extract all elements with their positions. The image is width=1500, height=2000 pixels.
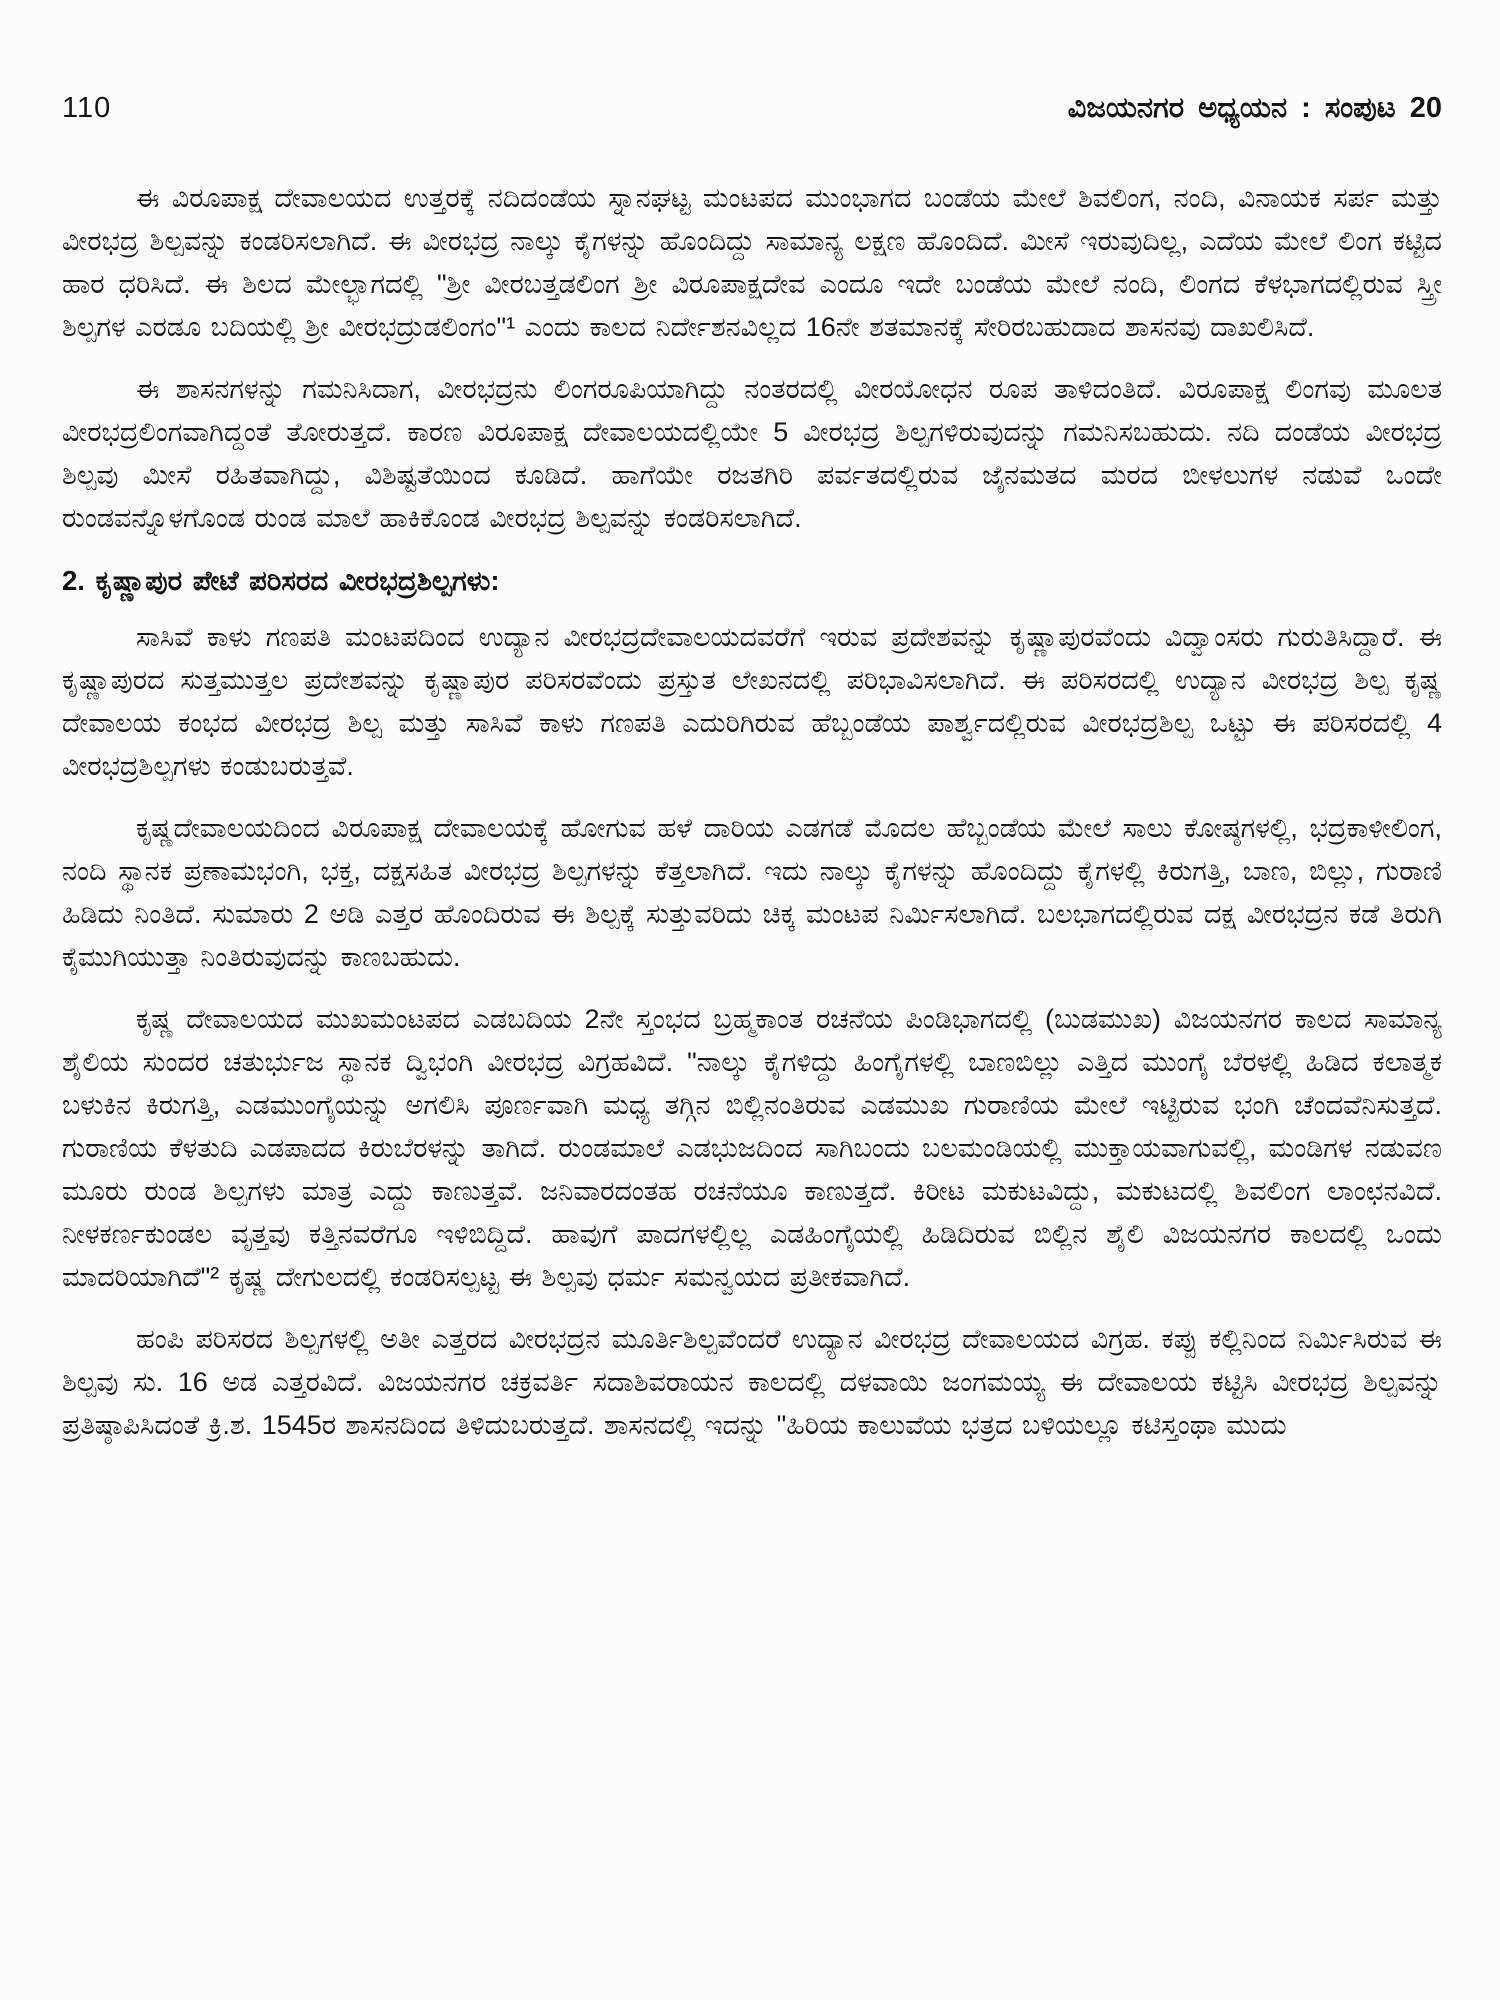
paragraph-6: ಹಂಪಿ ಪರಿಸರದ ಶಿಲ್ಪಗಳಲ್ಲಿ ಅತೀ ಎತ್ತರದ ವೀರಭದ್ರನ ಮೂರ್ತಿಶಿಲ್ಪವೆಂದರೆ ಉದ್ಯಾನ ವೀರಭದ್ರ ದೇವಾಲಯದ ವಿಗ್ರಹ. ಕಪ್ಪು ಕಲ್ಲಿನಿಂದ ನಿರ್ಮಿಸಿರುವ ಈ ಶಿಲ್ಪವು ಸು. 16 ಅಡ ಎತ್ತರವಿದೆ. ವಿಜಯನಗರ ಚಕ್ರವರ್ತಿ ಸದಾಶಿವರಾಯನ ಕಾಲದಲ್ಲಿ ದಳವಾಯಿ ಜಂಗಮಯ್ಯ ಈ ದೇವಾಲಯ ಕಟ್ಟಿಸಿ ವೀರಭದ್ರ ಶಿಲ್ಪವನ್ನು ಪ್ರತಿಷ್ಠಾಪಿಸಿದಂತೆ ಕ್ರಿ.ಶ. 1545ರ ಶಾಸನದಿಂದ ತಿಳಿದುಬರುತ್ತದೆ. ಶಾಸನದಲ್ಲಿ ಇದನ್ನು "ಹಿರಿಯ ಕಾಲುವೆಯ ಭತ್ರದ ಬಳಿಯಲ್ಲೂ ಕಟಿಸ್ತಂಥಾ ಮುದು (62, 1324, 1442, 1440)
section-heading: 2. ಕೃಷ್ಣಾಪುರ ಪೇಟೆ ಪರಿಸರದ ವೀರಭದ್ರಶಿಲ್ಪಗಳು: (62, 565, 500, 596)
paragraph-5: ಕೃಷ್ಣ ದೇವಾಲಯದ ಮುಖಮಂಟಪದ ಎಡಬದಿಯ 2ನೇ ಸ್ತಂಭದ ಬ್ರಹ್ಮಕಾಂತ ರಚನೆಯ ಪಿಂಡಿಭಾಗದಲ್ಲಿ (ಬುಡಮುಖ) ವಿಜಯನಗರ ಕಾಲದ ಸಾಮಾನ್ಯ ಶೈಲಿಯ ಸುಂದರ ಚತುರ್ಭುಜ ಸ್ಥಾನಕ ದ್ವಿಭಂಗಿ ವೀರಭದ್ರ ವಿಗ್ರಹವಿದೆ. "ನಾಲ್ಕು ಕೈಗಳಿದ್ದು ಹಿಂಗೈಗಳಲ್ಲಿ ಬಾಣಬಿಲ್ಲು ಎತ್ತಿದ ಮುಂಗೈ ಬೆರಳಲ್ಲಿ ಹಿಡಿದ ಕಲಾತ್ಮಕ ಬಳುಕಿನ ಕಿರುಗತ್ತಿ, ಎಡಮುಂಗೈಯನ್ನು ಅಗಲಿಸಿ ಪೂರ್ಣವಾಗಿ ಮಧ್ಯ ತಗ್ಗಿನ ಬಿಲ್ಲಿನಂತಿರುವ ಎಡಮುಖ ಗುರಾಣಿಯ ಮೇಲೆ ಇಟ್ಟಿರುವ ಭಂಗಿ ಚೆಂದವೆನಿಸುತ್ತದೆ. ಗುರಾಣಿಯ ಕೆಳತುದಿ ಎಡಪಾದದ ಕಿರುಬೆರಳನ್ನು ತಾಗಿದೆ. ರುಂಡಮಾಲೆ ಎಡಭುಜದಿಂದ ಸಾಗಿಬಂದು ಬಲಮಂಡಿಯಲ್ಲಿ ಮುಕ್ತಾಯವಾಗುವಲ್ಲಿ, ಮಂಡಿಗಳ ನಡುವಣ ಮೂರು ರುಂಡ ಶಿಲ್ಪಗಳು ಮಾತ್ರ ಎದ್ದು ಕಾಣುತ್ತವೆ. ಜನಿವಾರದಂತಹ ರಚನೆಯೂ ಕಾಣುತ್ತದೆ. ಕಿರೀಟ ಮಕುಟವಿದ್ದು, ಮಕುಟದಲ್ಲಿ ಶಿವಲಿಂಗ ಲಾಂಛನವಿದೆ. ನೀಳಕರ್ಣಕುಂಡಲ ವೃತ್ತವು ಕತ್ತಿನವರೆಗೂ ಇಳಿಬಿದ್ದಿದೆ. ಹಾವುಗೆ ಪಾದಗಳಲ್ಲಿಲ್ಲ ಎಡಹಿಂಗೈಯಲ್ಲಿ ಹಿಡಿದಿರುವ ಬಿಲ್ಲಿನ ಶೈಲಿ ವಿಜಯನಗರ ಕಾಲದಲ್ಲಿ ಒಂದು ಮಾದರಿಯಾಗಿದೆ"² ಕೃಷ್ಣ ದೇಗುಲದಲ್ಲಿ ಕಂಡರಿಸಲ್ಪಟ್ಟ ಈ ಶಿಲ್ಪವು ಧರ್ಮ ಸಮನ್ವಯದ ಪ್ರತೀಕವಾಗಿದೆ. (62, 1004, 1442, 1292)
paragraph-3: ಸಾಸಿವೆ ಕಾಳು ಗಣಪತಿ ಮಂಟಪದಿಂದ ಉದ್ಯಾನ ವೀರಭದ್ರದೇವಾಲಯದವರೆಗೆ ಇರುವ ಪ್ರದೇಶವನ್ನು ಕೃಷ್ಣಾಪುರವೆಂದು ವಿದ್ವಾಂಸರು ಗುರುತಿಸಿದ್ದಾರೆ. ಈ ಕೃಷ್ಣಾಪುರದ ಸುತ್ತಮುತ್ತಲ ಪ್ರದೇಶವನ್ನು ಕೃಷ್ಣಾಪುರ ಪರಿಸರವೆಂದು ಪ್ರಸ್ತುತ ಲೇಖನದಲ್ಲಿ ಪರಿಭಾವಿಸಲಾಗಿದೆ. ಈ ಪರಿಸರದಲ್ಲಿ ಉದ್ಯಾನ ವೀರಭದ್ರ ಶಿಲ್ಪ ಕೃಷ್ಣ ದೇವಾಲಯ ಕಂಭದ ವೀರಭದ್ರ ಶಿಲ್ಪ ಮತ್ತು ಸಾಸಿವೆ ಕಾಳು ಗಣಪತಿ ಎದುರಿಗಿರುವ ಹೆಬ್ಬಂಡೆಯ ಪಾರ್ಶ್ವದಲ್ಲಿರುವ ವೀರಭದ್ರಶಿಲ್ಪ ಒಟ್ಟು ಈ ಪರಿಸರದಲ್ಲಿ 4 ವೀರಭದ್ರಶಿಲ್ಪಗಳು ಕಂಡುಬರುತ್ತವೆ. (62, 622, 1442, 781)
paragraph-1: ಈ ವಿರೂಪಾಕ್ಷ ದೇವಾಲಯದ ಉತ್ತರಕ್ಕೆ ನದಿದಂಡೆಯ ಸ್ನಾನಘಟ್ಟ ಮಂಟಪದ ಮುಂಭಾಗದ ಬಂಡೆಯ ಮೇಲೆ ಶಿವಲಿಂಗ, ನಂದಿ, ವಿನಾಯಕ ಸರ್ಪ ಮತ್ತು ವೀರಭದ್ರ ಶಿಲ್ಪವನ್ನು ಕಂಡರಿಸಲಾಗಿದೆ. ಈ ವೀರಭದ್ರ ನಾಲ್ಕು ಕೈಗಳನ್ನು ಹೊಂದಿದ್ದು ಸಾಮಾನ್ಯ ಲಕ್ಷಣ ಹೊಂದಿದೆ. ಮೀಸೆ ಇರುವುದಿಲ್ಲ, ಎದೆಯ ಮೇಲೆ ಲಿಂಗ ಕಟ್ಟಿದ ಹಾರ ಧರಿಸಿದೆ. ಈ ಶಿಲದ ಮೇಲ್ಭಾಗದಲ್ಲಿ "ಶ್ರೀ ವೀರಬತ್ತಡಲಿಂಗ ಶ್ರೀ ವಿರೂಪಾಕ್ಷದೇವ ಎಂದೂ ಇದೇ ಬಂಡೆಯ ಮೇಲೆ ನಂದಿ, ಲಿಂಗದ ಕೆಳಭಾಗದಲ್ಲಿರುವ ಸ್ತ್ರೀ ಶಿಲ್ಪಗಳ ಎರಡೂ ಬದಿಯಲ್ಲಿ ಶ್ರೀ ವೀರಭದ್ರುಡಲಿಂಗಂ"¹ ಎಂದು ಕಾಲದ ನಿರ್ದೇಶನವಿಲ್ಲದ 16ನೇ ಶತಮಾನಕ್ಕೆ ಸೇರಿರಬಹುದಾದ ಶಾಸನವು ದಾಖಲಿಸಿದೆ. (62, 183, 1442, 342)
page-number: 110 (62, 92, 112, 124)
page-header (62, 92, 1442, 125)
paragraph-2: ಈ ಶಾಸನಗಳನ್ನು ಗಮನಿಸಿದಾಗ, ವೀರಭದ್ರನು ಲಿಂಗರೂಪಿಯಾಗಿದ್ದು ನಂತರದಲ್ಲಿ ವೀರಯೋಧನ ರೂಪ ತಾಳಿದಂತಿದೆ. ವಿರೂಪಾಕ್ಷ ಲಿಂಗವು ಮೂಲತ ವೀರಭದ್ರಲಿಂಗವಾಗಿದ್ದಂತೆ ತೋರುತ್ತದೆ. ಕಾರಣ ವಿರೂಪಾಕ್ಷ ದೇವಾಲಯದಲ್ಲಿಯೇ 5 ವೀರಭದ್ರ ಶಿಲ್ಪಗಳಿರುವುದನ್ನು ಗಮನಿಸಬಹುದು. ನದಿ ದಂಡೆಯ ವೀರಭದ್ರ ಶಿಲ್ಪವು ಮೀಸೆ ರಹಿತವಾಗಿದ್ದು, ವಿಶಿಷ್ಟತೆಯಿಂದ ಕೂಡಿದೆ. ಹಾಗೆಯೇ ರಜತಗಿರಿ ಪರ್ವತದಲ್ಲಿರುವ ಜೈನಮತದ ಮರದ ಬೀಳಲುಗಳ ನಡುವೆ ಒಂದೇ ರುಂಡವನ್ನೊಳಗೊಂಡ ರುಂಡ ಮಾಲೆ ಹಾಕಿಕೊಂಡ ವೀರಭದ್ರ ಶಿಲ್ಪವನ್ನು ಕಂಡರಿಸಲಾಗಿದೆ. (62, 374, 1442, 533)
paragraph-4: ಕೃಷ್ಣದೇವಾಲಯದಿಂದ ವಿರೂಪಾಕ್ಷ ದೇವಾಲಯಕ್ಕೆ ಹೋಗುವ ಹಳೆ ದಾರಿಯ ಎಡಗಡೆ ಮೊದಲ ಹೆಬ್ಬಂಡೆಯ ಮೇಲೆ ಸಾಲು ಕೋಷ್ಠಗಳಲ್ಲಿ, ಭದ್ರಕಾಳೀಲಿಂಗ, ನಂದಿ ಸ್ಥಾನಕ ಪ್ರಣಾಮಭಂಗಿ, ಭಕ್ತ, ದಕ್ಷಸಹಿತ ವೀರಭದ್ರ ಶಿಲ್ಪಗಳನ್ನು ಕೆತ್ತಲಾಗಿದೆ. ಇದು ನಾಲ್ಕು ಕೈಗಳನ್ನು ಹೊಂದಿದ್ದು ಕೈಗಳಲ್ಲಿ ಕಿರುಗತ್ತಿ, ಬಾಣ, ಬಿಲ್ಲು, ಗುರಾಣಿ ಹಿಡಿದು ನಿಂತಿದೆ. ಸುಮಾರು 2 ಅಡಿ ಎತ್ತರ ಹೊಂದಿರುವ ಈ ಶಿಲ್ಪಕ್ಕೆ ಸುತ್ತುವರಿದು ಚಿಕ್ಕ ಮಂಟಪ ನಿರ್ಮಿಸಲಾಗಿದೆ. ಬಲಭಾಗದಲ್ಲಿರುವ ದಕ್ಷ ವೀರಭದ್ರನ ಕಡೆ ತಿರುಗಿ ಕೈಮುಗಿಯುತ್ತಾ ನಿಂತಿರುವುದನ್ನು ಕಾಣಬಹುದು. (62, 813, 1442, 972)
running-header-title: ವಿಜಯನಗರ ಅಧ್ಯಯನ : ಸಂಪುಟ 20 (1067, 92, 1442, 124)
page-body (62, 177, 1442, 1447)
